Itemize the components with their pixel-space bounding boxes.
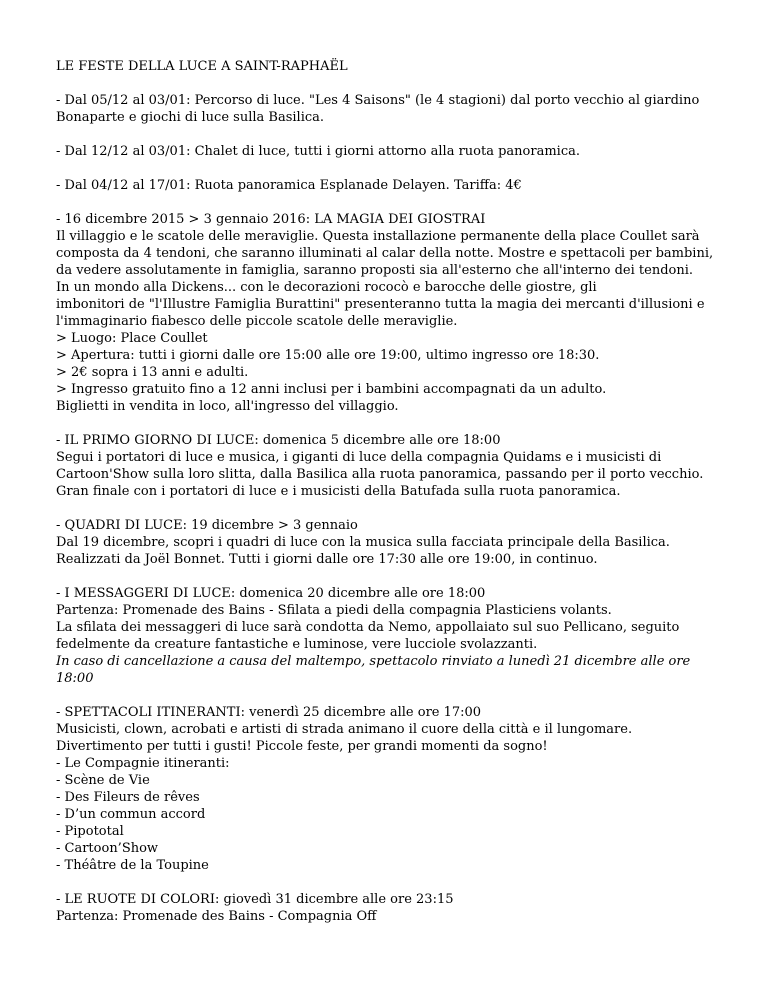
text-line: - IL PRIMO GIORNO DI LUCE: domenica 5 dicembre alle ore 18:00 [56, 433, 501, 448]
text-line: Segui i portatori di luce e musica, i giganti di luce della compagnia Quidams e i musicisti di [56, 450, 662, 465]
text-line: Bonaparte e giochi di luce sulla Basilica. [56, 110, 325, 125]
text-line: In caso di cancellazione a causa del maltempo, spettacolo rinviato a lunedì 21 dicembre alle ore [56, 654, 691, 669]
paragraph-block [56, 92, 726, 126]
paragraph-block [56, 432, 726, 500]
paragraph-block [56, 891, 726, 925]
text-line: Biglietti in vendita in loco, all'ingresso del villaggio. [56, 399, 399, 414]
text-line: > Luogo: Place Coullet [56, 331, 208, 346]
text-line: - I MESSAGGERI DI LUCE: domenica 20 dicembre alle ore 18:00 [56, 586, 486, 601]
text-line: - Dal 12/12 al 03/01: Chalet di luce, tutti i giorni attorno alla ruota panoramica. [56, 144, 580, 159]
text-line: - D’un commun accord [56, 807, 206, 822]
document-page [56, 58, 726, 942]
paragraph-block [56, 517, 726, 568]
paragraph-block [56, 211, 726, 415]
text-line: > Ingresso gratuito fino a 12 anni inclusi per i bambini accompagnati da un adulto. [56, 382, 607, 397]
text-line: - Pipototal [56, 824, 124, 839]
text-line: - Théâtre de la Toupine [56, 858, 209, 873]
text-line: > 2€ sopra i 13 anni e adulti. [56, 365, 249, 380]
text-line: In un mondo alla Dickens... con le decorazioni rococò e barocche delle giostre, gli [56, 280, 597, 295]
text-line: composta da 4 tendoni, che saranno illuminati al calar della notte. Mostre e spettacoli per bambini, [56, 246, 714, 261]
text-line: Divertimento per tutti i gusti! Piccole feste, per grandi momenti da sogno! [56, 739, 548, 754]
text-line: - Scène de Vie [56, 773, 150, 788]
text-line: fedelmente da creature fantastiche e luminose, vere lucciole svolazzanti. [56, 637, 538, 652]
text-line: - Dal 04/12 al 17/01: Ruota panoramica Esplanade Delayen. Tariffa: 4€ [56, 178, 522, 193]
text-line: - QUADRI DI LUCE: 19 dicembre > 3 gennaio [56, 518, 358, 533]
text-line: Il villaggio e le scatole delle meraviglie. Questa installazione permanente della place Coullet sarà [56, 229, 700, 244]
text-line: l'immaginario fiabesco delle piccole scatole delle meraviglie. [56, 314, 458, 329]
text-line: > Apertura: tutti i giorni dalle ore 15:00 alle ore 19:00, ultimo ingresso ore 18:30. [56, 348, 600, 363]
text-line: Musicisti, clown, acrobati e artisti di strada animano il cuore della città e il lungomare. [56, 722, 633, 737]
text-line: da vedere assolutamente in famiglia, saranno proposti sia all'esterno che all'interno dei tendoni. [56, 263, 694, 278]
text-line: La sfilata dei messaggeri di luce sarà condotta da Nemo, appollaiato sul suo Pellicano, seguito [56, 620, 680, 635]
document-body [56, 92, 726, 925]
text-line: imbonitori de "l'Illustre Famiglia Burattini" presenteranno tutta la magia dei mercanti d'illusioni e [56, 297, 705, 312]
text-line: Partenza: Promenade des Bains - Sfilata a piedi della compagnia Plasticiens volants. [56, 603, 612, 618]
text-line: Partenza: Promenade des Bains - Compagnia Off [56, 909, 377, 924]
text-line: - Dal 05/12 al 03/01: Percorso di luce. "Les 4 Saisons" (le 4 stagioni) dal porto vecchio al giardino [56, 93, 700, 108]
text-line: Cartoon'Show sulla loro slitta, dalla Basilica alla ruota panoramica, passando per il porto vecchio. [56, 467, 704, 482]
paragraph-block [56, 143, 726, 160]
text-line: - Des Fileurs de rêves [56, 790, 200, 805]
document-title: LE FESTE DELLA LUCE A SAINT-RAPHAËL [56, 59, 348, 74]
text-line: Gran finale con i portatori di luce e i musicisti della Batufada sulla ruota panoramica. [56, 484, 621, 499]
text-line: - Cartoon’Show [56, 841, 159, 856]
text-line: - Le Compagnie itineranti: [56, 756, 230, 771]
text-line: 18:00 [56, 671, 94, 686]
text-line: Realizzati da Joël Bonnet. Tutti i giorni dalle ore 17:30 alle ore 19:00, in continuo. [56, 552, 598, 567]
text-line: - LE RUOTE DI COLORI: giovedì 31 dicembre alle ore 23:15 [56, 892, 454, 907]
text-line: - SPETTACOLI ITINERANTI: venerdì 25 dicembre alle ore 17:00 [56, 705, 482, 720]
paragraph-block [56, 704, 726, 874]
paragraph-block [56, 177, 726, 194]
paragraph-block [56, 585, 726, 687]
text-line: - 16 dicembre 2015 > 3 gennaio 2016: LA MAGIA DEI GIOSTRAI [56, 212, 486, 227]
text-line: Dal 19 dicembre, scopri i quadri di luce con la musica sulla facciata principale della Basilica. [56, 535, 670, 550]
